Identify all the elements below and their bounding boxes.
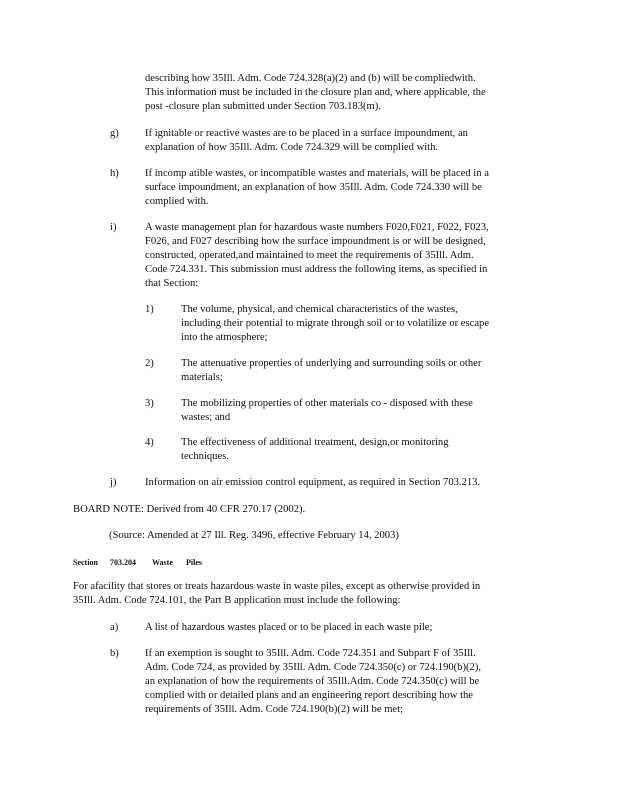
text-line: complied with or detailed plans and an engineering report describing how the [145, 690, 474, 701]
subitem-label: 4) [145, 437, 154, 448]
text-line: A waste management plan for hazardous waste numbers F020,F021, F022, F023, [145, 222, 489, 233]
text-line: explanation of how 35Ill. Adm. Code 724.329 will be complied with. [145, 142, 439, 153]
text-line: that Section: [145, 278, 199, 289]
text-line: Adm. Code 724, as provided by 35Ill. Adm. Code 724.350(c) or 724.190(b)(2), [145, 662, 482, 673]
item-j-text: Information on air emission control equipment, as required in Section 703.213. [145, 477, 481, 488]
text-line: an explanation of how the requirements of 35Ill.Adm. Code 724.350(c) will be [145, 676, 480, 687]
section-title-word: Piles [186, 558, 202, 567]
text-line: techniques. [181, 451, 229, 462]
source-note: (Source: Amended at 27 Ill. Reg. 3496, effective February 14, 2003) [109, 530, 399, 541]
item-label: h) [110, 168, 119, 179]
item-label: j) [110, 477, 117, 488]
text-line: including their potential to migrate through soil or to volatilize or escape [181, 318, 490, 329]
text-line: post -closure plan submitted under Section 703.183(m). [145, 101, 381, 112]
text-line: The attenuative properties of underlying and surrounding soils or other [181, 358, 482, 369]
text-line: If incomp atible wastes, or incompatible wastes and materials, will be placed in a [145, 168, 489, 179]
text-line: into the atmosphere; [181, 332, 268, 343]
text-line: F026, and F027 describing how the surface impoundment is or will be designed, [145, 236, 486, 247]
text-line: surface impoundment, an explanation of how 35Ill. Adm. Code 724.330 will be [145, 182, 482, 193]
text-line: The mobilizing properties of other materials co - disposed with these [181, 398, 473, 409]
text-line: A list of hazardous wastes placed or to be placed in each waste pile; [145, 622, 433, 633]
board-note: BOARD NOTE: Derived from 40 CFR 270.17 (2002). [73, 504, 306, 515]
text-line: wastes; and [181, 412, 231, 423]
item-label: a) [110, 622, 119, 633]
item-label: b) [110, 648, 119, 659]
text-line: For afacility that stores or treats hazardous waste in waste piles, except as otherwise provided in [73, 581, 481, 592]
item-label: g) [110, 128, 119, 139]
text-line: If an exemption is sought to 35Ill. Adm. Code 724.351 and Subpart F of 35Ill. [145, 648, 476, 659]
section-word: Section [73, 558, 98, 567]
item-label: i) [110, 222, 117, 233]
subitem-label: 1) [145, 304, 154, 315]
text-line: The volume, physical, and chemical characteristics of the wastes, [181, 304, 458, 315]
text-line: 35Ill. Adm. Code 724.101, the Part B application must include the following: [73, 595, 401, 606]
text-line: constructed, operated,and maintained to meet the requirements of 35Ill. Adm. [145, 250, 474, 261]
text-line: Code 724.331. This submission must address the following items, as specified in [145, 264, 488, 275]
text-line: This information must be included in the closure plan and, where applicable, the [145, 87, 486, 98]
text-line: describing how 35Ill. Adm. Code 724.328(a)(2) and (b) will be compliedwith. [145, 73, 476, 84]
subitem-label: 3) [145, 398, 154, 409]
text-line: complied with. [145, 196, 209, 207]
subitem-label: 2) [145, 358, 154, 369]
text-line: If ignitable or reactive wastes are to be placed in a surface impoundment, an [145, 128, 468, 139]
text-line: materials; [181, 372, 223, 383]
section-title-word: Waste [152, 558, 173, 567]
text-line: requirements of 35Ill. Adm. Code 724.190(b)(2) will be met; [145, 704, 404, 715]
text-line: The effectiveness of additional treatment, design,or monitoring [181, 437, 449, 448]
section-number: 703.204 [110, 558, 136, 567]
